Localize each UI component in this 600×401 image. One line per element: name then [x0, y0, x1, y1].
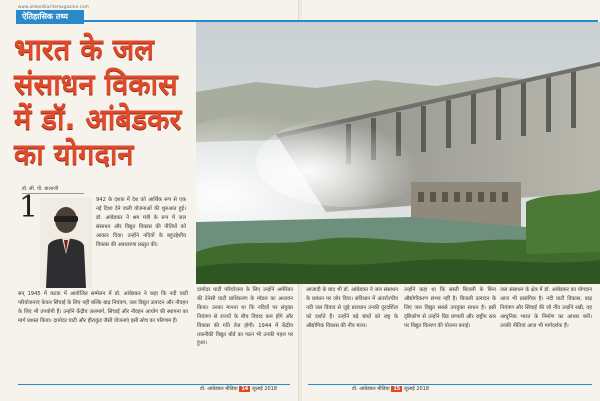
ambedkar-portrait — [40, 198, 92, 288]
folio-right-magazine: डॉ. आंबेडकर मीडिया — [352, 386, 390, 392]
article-column-5: जल संसाधन के क्षेत्र में डॉ. आंबेडकर का योगदान आज भी प्रासंगिक है। नदी घाटी विकास, बाढ़ नियंत्रण और सिंचाई की जो नींव उन्होंने रखी, वह आधुनिक भारत के निर्माण का आधार बनी। उनकी नीतियां आज भी मार्गदर्शक हैं। — [500, 287, 592, 329]
masthead-url: www.ambedkaritemagazine.com — [18, 4, 89, 9]
article-column-1: सन् 1945 में कटक में आयोजित सम्मेलन में डॉ. आंबेडकर ने कहा कि नदी घाटी परियोजनाएं केवल सिंचाई के लिए नहीं बल्कि बाढ़ नियंत्रण, जल विद्युत उत्पादन और नौवहन के लिए भी उपयोगी हैं। उन्होंने केंद्रीय जलमार्ग, सिंचाई और नौवहन आयोग की स्थापना का मार्ग प्रशस्त किया। दामोदर घाटी और हीराकुंड जैसी योजनाएं इसी सोच का परिणाम हैं। — [18, 291, 188, 324]
folio-right-page-number: 15 — [393, 386, 401, 392]
article-column-2: दामोदर घाटी परियोजना के लिए उन्होंने अमेरिका की टेनेसी घाटी प्राधिकरण के मॉडल का अध्ययन किया। उनका मानना था कि नदियों पर संयुक्त नियंत्रण से राज्यों के बीच विवाद कम होंगे और विकास की गति तेज होगी। 1944 में केंद्रीय तकनीकी विद्युत बोर्ड का गठन भी उनकी पहल पर हुआ। — [197, 287, 293, 347]
headline-line-1: भारत के जल — [14, 32, 154, 66]
headline-line-4: का योगदान — [14, 137, 134, 171]
drop-cap: 1 — [19, 190, 39, 225]
folio-right-date: जुलाई 2018 — [403, 386, 430, 392]
footer-rule-right — [308, 384, 592, 385]
folio-right — [352, 386, 429, 392]
folio-left-date: जुलाई 2018 — [251, 386, 278, 392]
headline-line-2: संसाधन विकास — [14, 67, 178, 101]
article-column-3: आजादी के बाद भी डॉ. आंबेडकर ने जल संसाधन के प्रबंधन पर जोर दिया। संविधान में अंतर्राज्यीय नदी जल विवाद से जुड़े प्रावधान उनकी दूरदर्शिता को दर्शाते हैं। उन्होंने बड़े बांधों को राष्ट्र के औद्योगिक विकास की नींव माना। — [306, 287, 398, 329]
byline: डॉ. सी. पी. बालाजी — [22, 186, 59, 192]
folio-left-magazine: डॉ. आंबेडकर मीडिया — [200, 386, 238, 392]
dam-photo — [196, 22, 600, 284]
folio-left-page-number: 14 — [241, 386, 249, 392]
article-column-intro: 942 के दशक में देश को आर्थिक रूप से एक नई दिशा देने वाली योजनाओं की शुरुआत हुई। डॉ. आंबेडकर ने श्रम मंत्री के रूप में जल संसाधन और विद्युत विकास की नीतियों को आकार दिया। उन्होंने नदियों के बहुउद्देशीय विकास की अवधारणा प्रस्तुत की। — [96, 197, 186, 248]
footer-rule-left — [18, 384, 290, 385]
article-headline — [14, 32, 194, 172]
article-column-4: उन्होंने कहा था कि सस्ती बिजली के बिना औद्योगीकरण संभव नहीं है। बिजली उत्पादन के लिए जल विद्युत सबसे उपयुक्त साधन है। इसी दृष्टिकोण से उन्होंने ग्रिड प्रणाली और राष्ट्रीय स्तर पर विद्युत वितरण की योजना बनाई। — [404, 287, 496, 329]
headline-line-3: में डॉ. आंबेडकर — [14, 102, 182, 136]
folio-left — [200, 386, 277, 392]
section-label: ऐतिहासिक तथ्य — [16, 10, 84, 24]
